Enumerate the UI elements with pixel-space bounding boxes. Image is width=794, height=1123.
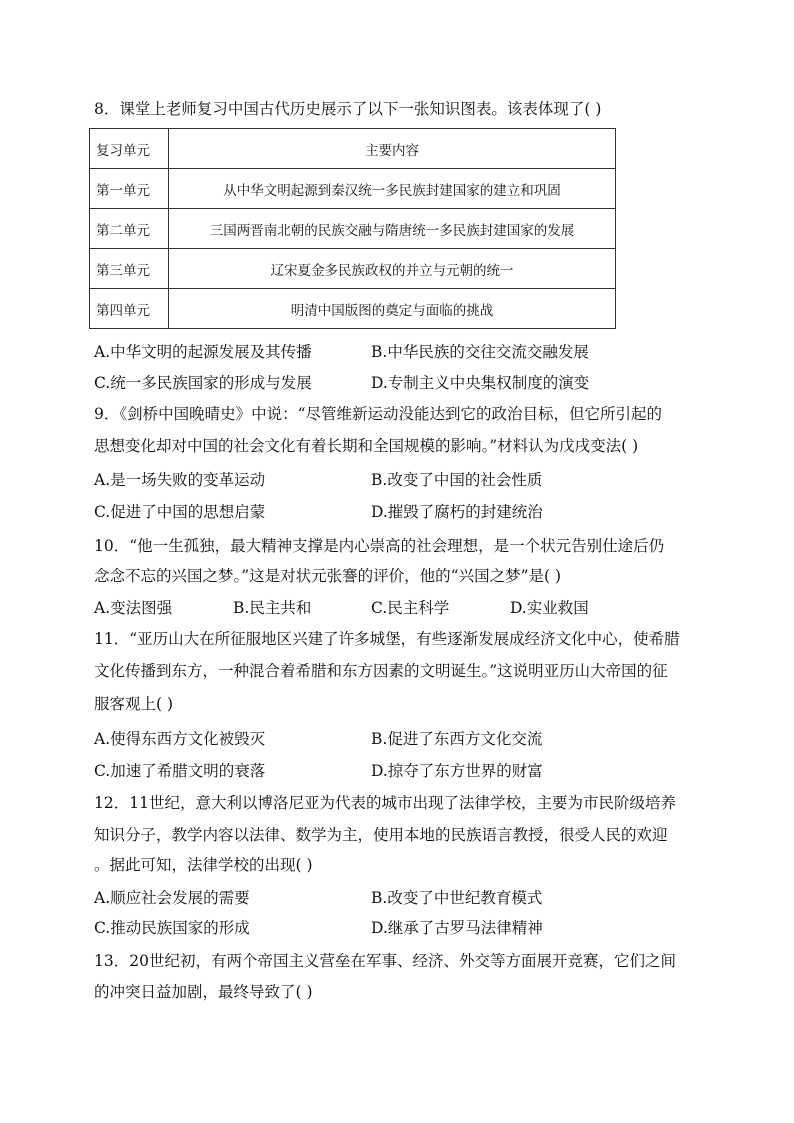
unit-cell: 第三单元 (90, 249, 169, 289)
table-row (90, 209, 616, 249)
q11-stem-line: 文化传播到东方，一种混合着希腊和东方因素的文明诞生。”这说明亚历山大帝国的征 (94, 662, 668, 680)
q12-option-c: C.推动民族国家的形成 (94, 919, 250, 937)
unit-cell: 第一单元 (90, 169, 169, 209)
q8-option-c: C.统一多民族国家的形成与发展 (94, 374, 312, 392)
q11-option-c: C.加速了希腊文明的衰落 (94, 762, 266, 780)
q8-option-b: B.中华民族的交往交流交融发展 (371, 343, 589, 361)
q10-option-a: A.变法图强 (94, 599, 173, 617)
q8-option-a: A.中华文明的起源发展及其传播 (94, 343, 312, 361)
q11-stem-line: 11．“亚历山大在所征服地区兴建了许多城堡，有些逐渐发展成经济文化中心，使希腊 (94, 630, 680, 648)
q9-stem-line: 思想变化却对中国的社会文化有着长期和全国规模的影响。”材料认为戊戌变法( ) (94, 437, 639, 455)
q12-stem-line: 12．11世纪，意大利以博洛尼亚为代表的城市出现了法律学校，主要为市民阶级培养 (94, 794, 676, 812)
q9-option-d: D.摧毁了腐朽的封建统治 (371, 503, 543, 521)
content-cell: 三国两晋南北朝的民族交融与隋唐统一多民族封建国家的发展 (169, 209, 616, 249)
q8-review-table (89, 128, 616, 329)
content-cell: 辽宋夏金多民族政权的并立与元朝的统一 (169, 249, 616, 289)
q13-stem-line: 13．20世纪初，有两个帝国主义营垒在军事、经济、外交等方面展开竞赛，它们之间 (94, 952, 676, 970)
q8-stem: 8．课堂上老师复习中国古代历史展示了以下一张知识图表。该表体现了( ) (94, 100, 602, 118)
q12-stem-line: 。据此可知，法律学校的出现( ) (94, 856, 313, 874)
content-cell: 从中华文明起源到秦汉统一多民族封建国家的建立和巩固 (169, 169, 616, 209)
q8-option-d: D.专制主义中央集权制度的演变 (371, 374, 590, 392)
q11-option-b: B.促进了东西方文化交流 (371, 730, 543, 748)
table-row (90, 289, 616, 329)
q11-option-d: D.掠夺了东方世界的财富 (371, 762, 543, 780)
q10-option-b: B.民主共和 (233, 599, 312, 617)
q10-stem-line: 10．“他一生孤独，最大精神支撑是内心崇高的社会理想，是一个状元告别仕途后仍 (94, 537, 665, 555)
q12-stem-line: 知识分子，教学内容以法律、数学为主，使用本地的民族语言教授，很受人民的欢迎 (94, 826, 668, 844)
table-header-row (90, 129, 616, 169)
q12-option-a: A.顺应社会发展的需要 (94, 889, 250, 907)
q11-stem-line: 服客观上( ) (94, 695, 174, 713)
q10-option-d: D.实业救国 (510, 599, 589, 617)
content-cell: 明清中国版图的奠定与面临的挑战 (169, 289, 616, 329)
q9-stem-line: 9．《剑桥中国晚晴史》中说：“尽管维新运动没能达到它的政治目标，但它所引起的 (94, 405, 663, 423)
q9-option-c: C.促进了中国的思想启蒙 (94, 503, 266, 521)
header-content: 主要内容 (169, 129, 616, 169)
unit-cell: 第四单元 (90, 289, 169, 329)
table-row (90, 249, 616, 289)
q12-option-b: B.改变了中世纪教育模式 (371, 889, 543, 907)
unit-cell: 第二单元 (90, 209, 169, 249)
q10-stem-line: 念念不忘的兴国之梦。”这是对状元张謇的评价，他的“兴国之梦”是( ) (94, 567, 562, 585)
q13-stem-line: 的冲突日益加剧，最终导致了( ) (94, 983, 313, 1001)
table-row (90, 169, 616, 209)
q11-option-a: A.使得东西方文化被毁灭 (94, 730, 266, 748)
q9-option-a: A.是一场失败的变革运动 (94, 471, 266, 489)
q9-option-b: B.改变了中国的社会性质 (371, 471, 543, 489)
q10-option-c: C.民主科学 (371, 599, 450, 617)
q12-option-d: D.继承了古罗马法律精神 (371, 919, 543, 937)
header-unit: 复习单元 (90, 129, 169, 169)
